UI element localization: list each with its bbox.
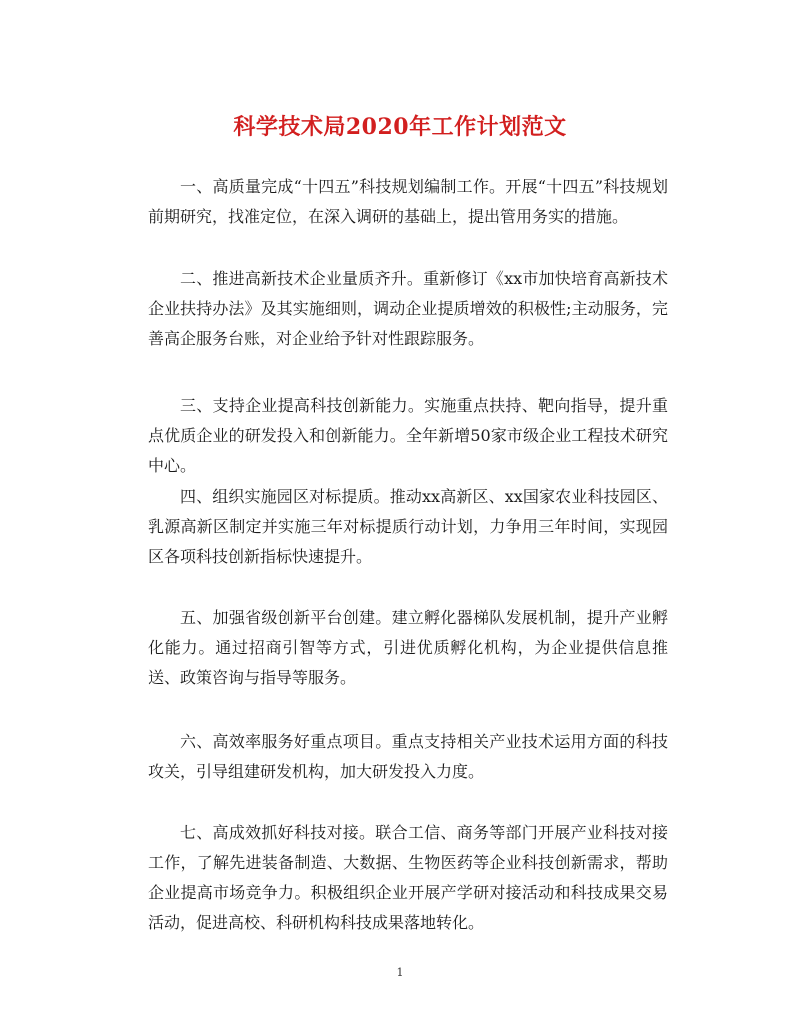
paragraph-6: 六、高效率服务好重点项目。重点支持相关产业技术运用方面的科技攻关，引导组建研发机构，加大研发投入力度。: [148, 732, 668, 781]
paragraph-7: 七、高成效抓好科技对接。联合工信、商务等部门开展产业科技对接工作，了解先进装备制造、大数据、生物医药等企业科技创新需求，帮助企业提高市场竞争力。积极组织企业开展产学研对接活动和科技成果交易活动，促进高校、科研机构科技成果落地转化。: [148, 823, 668, 932]
paragraph-3: 三、支持企业提高科技创新能力。实施重点扶持、靶向指导，提升重点优质企业的研发投入和创新能力。全年新增50家市级企业工程技术研究中心。: [148, 396, 668, 475]
paragraph-2: 二、推进高新技术企业量质齐升。重新修订《xx市加快培育高新技术企业扶持办法》及其实施细则，调动企业提质增效的积极性;主动服务，完善高企服务台账，对企业给予针对性跟踪服务。: [148, 269, 668, 348]
paragraph-4: 四、组织实施园区对标提质。推动xx高新区、xx国家农业科技园区、乳源高新区制定并实施三年对标提质行动计划，力争用三年时间，实现园区各项科技创新指标快速提升。: [148, 487, 668, 566]
paragraph-5: 五、加强省级创新平台创建。建立孵化器梯队发展机制，提升产业孵化能力。通过招商引智等方式，引进优质孵化机构，为企业提供信息推送、政策咨询与指导等服务。: [148, 608, 668, 687]
page-number: 1: [396, 966, 404, 979]
paragraph-1: 一、高质量完成“十四五”科技规划编制工作。开展“十四五”科技规划前期研究，找准定位，在深入调研的基础上，提出管用务实的措施。: [148, 177, 668, 226]
document-title: 科学技术局2020年工作计划范文: [233, 114, 567, 140]
